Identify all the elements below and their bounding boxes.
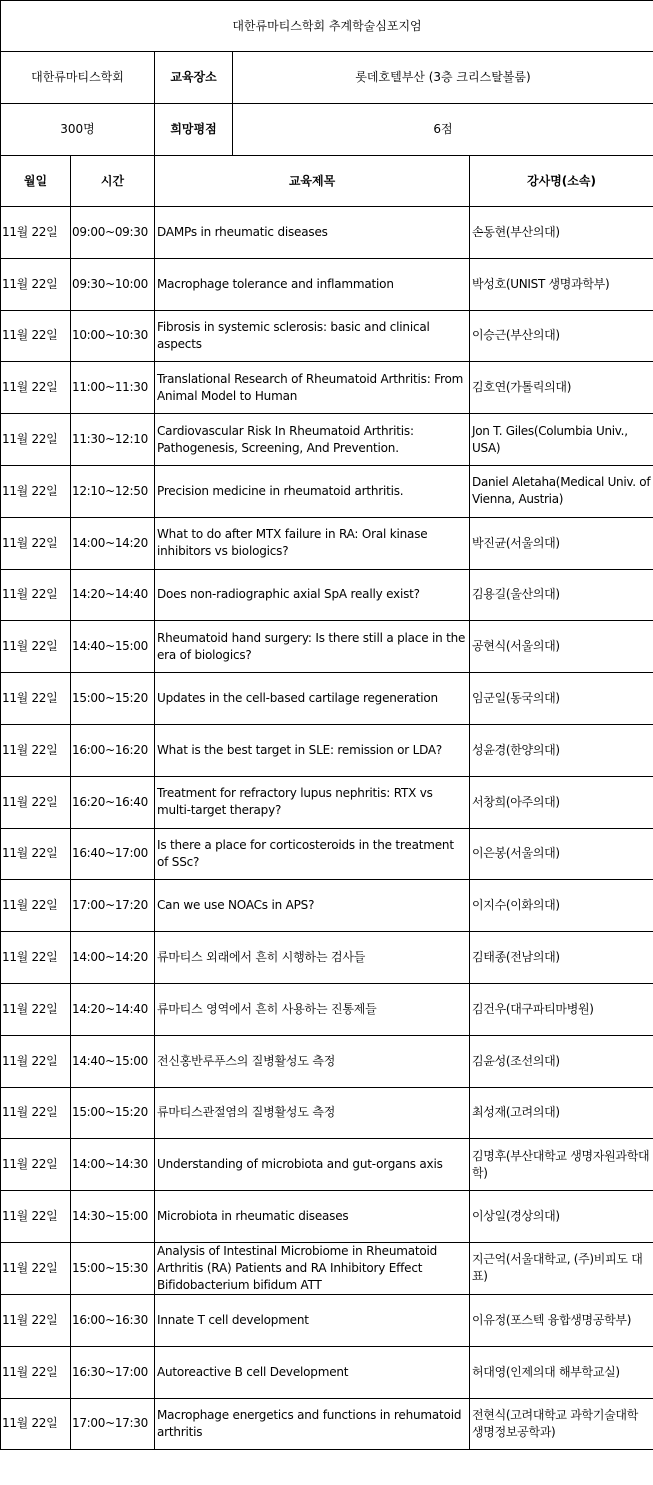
session-date: 11월 22일 (1, 673, 71, 725)
session-title: Cardiovascular Risk In Rheumatoid Arthritis: Pathogenesis, Screening, And Prevention. (155, 414, 470, 466)
table-row (1, 465, 653, 517)
session-time: 11:30~12:10 (71, 414, 155, 466)
event-title: 대한류마티스학회 추계학술심포지엄 (1, 1, 653, 52)
session-date: 11월 22일 (1, 724, 71, 776)
session-date: 11월 22일 (1, 983, 71, 1035)
session-date: 11월 22일 (1, 828, 71, 880)
session-date: 11월 22일 (1, 310, 71, 362)
session-speaker: 이유정(포스텍 융합생명공학부) (470, 1294, 653, 1346)
session-speaker: 이은봉(서울의대) (470, 828, 653, 880)
session-title: 류마티스 외래에서 흔히 시행하는 검사들 (155, 932, 470, 984)
session-date: 11월 22일 (1, 1346, 71, 1398)
session-date: 11월 22일 (1, 932, 71, 984)
table-row (1, 673, 653, 725)
session-date: 11월 22일 (1, 258, 71, 310)
session-date: 11월 22일 (1, 465, 71, 517)
session-speaker: Jon T. Giles(Columbia Univ., USA) (470, 414, 653, 466)
session-speaker: 손동현(부산의대) (470, 207, 653, 259)
session-date: 11월 22일 (1, 1242, 71, 1294)
session-title: Microbiota in rheumatic diseases (155, 1191, 470, 1243)
session-title: 류마티스 영역에서 흔히 사용하는 진통제들 (155, 983, 470, 1035)
table-row (1, 621, 653, 673)
session-title: Does non-radiographic axial SpA really exist? (155, 569, 470, 621)
table-row (1, 1294, 653, 1346)
session-time: 16:30~17:00 (71, 1346, 155, 1398)
session-speaker: 박성호(UNIST 생명과학부) (470, 258, 653, 310)
column-header-title: 교육제목 (155, 156, 470, 207)
session-title: Is there a place for corticosteroids in the treatment of SSc? (155, 828, 470, 880)
session-title: Treatment for refractory lupus nephritis: RTX vs multi-target therapy? (155, 776, 470, 828)
session-speaker: 서창희(아주의대) (470, 776, 653, 828)
session-date: 11월 22일 (1, 1139, 71, 1191)
session-title: Rheumatoid hand surgery: Is there still a place in the era of biologics? (155, 621, 470, 673)
session-time: 17:00~17:30 (71, 1398, 155, 1450)
session-speaker: 김건우(대구파티마병원) (470, 983, 653, 1035)
session-speaker: 이승근(부산의대) (470, 310, 653, 362)
session-time: 12:10~12:50 (71, 465, 155, 517)
table-row (1, 1087, 653, 1139)
session-date: 11월 22일 (1, 569, 71, 621)
session-speaker: 김윤성(조선의대) (470, 1035, 653, 1087)
points-label: 희망평점 (155, 104, 233, 156)
session-speaker: 지근억(서울대학교, (주)비피도 대표) (470, 1242, 653, 1294)
session-date: 11월 22일 (1, 1294, 71, 1346)
session-time: 15:00~15:30 (71, 1242, 155, 1294)
table-row (1, 207, 653, 259)
session-time: 14:20~14:40 (71, 983, 155, 1035)
session-speaker: 김명후(부산대학교 생명자원과학대학) (470, 1139, 653, 1191)
session-time: 10:00~10:30 (71, 310, 155, 362)
table-row (1, 880, 653, 932)
session-title: Understanding of microbiota and gut-organs axis (155, 1139, 470, 1191)
column-header-date: 월일 (1, 156, 71, 207)
session-date: 11월 22일 (1, 1087, 71, 1139)
organizer: 대한류마티스학회 (1, 52, 155, 104)
table-row (1, 932, 653, 984)
session-date: 11월 22일 (1, 207, 71, 259)
session-title: Macrophage energetics and functions in rehumatoid arthritis (155, 1398, 470, 1450)
session-speaker: 성윤경(한양의대) (470, 724, 653, 776)
session-date: 11월 22일 (1, 414, 71, 466)
session-date: 11월 22일 (1, 1191, 71, 1243)
session-time: 14:30~15:00 (71, 1191, 155, 1243)
table-row (1, 1139, 653, 1191)
table-row (1, 776, 653, 828)
session-title: 전신홍반루푸스의 질병활성도 측정 (155, 1035, 470, 1087)
table-row (1, 362, 653, 414)
table-row (1, 724, 653, 776)
table-row (1, 1191, 653, 1243)
table-row (1, 414, 653, 466)
title-row (1, 1, 653, 52)
points-row (1, 104, 653, 156)
table-row (1, 983, 653, 1035)
session-time: 16:00~16:30 (71, 1294, 155, 1346)
session-time: 14:20~14:40 (71, 569, 155, 621)
table-row (1, 1242, 653, 1294)
session-time: 15:00~15:20 (71, 673, 155, 725)
session-title: Fibrosis in systemic sclerosis: basic and clinical aspects (155, 310, 470, 362)
session-date: 11월 22일 (1, 362, 71, 414)
session-title: Analysis of Intestinal Microbiome in Rheumatoid Arthritis (RA) Patients and RA Inhibitory Effect Bifidobacterium bifidum ATT (155, 1242, 470, 1294)
session-speaker: 이지수(이화의대) (470, 880, 653, 932)
session-title: 류마티스관절염의 질병활성도 측정 (155, 1087, 470, 1139)
column-header-time: 시간 (71, 156, 155, 207)
session-date: 11월 22일 (1, 776, 71, 828)
session-date: 11월 22일 (1, 880, 71, 932)
session-speaker: 김용길(울산의대) (470, 569, 653, 621)
venue-row (1, 52, 653, 104)
session-speaker: 김태종(전남의대) (470, 932, 653, 984)
session-speaker: 공현식(서울의대) (470, 621, 653, 673)
capacity: 300명 (1, 104, 155, 156)
table-row (1, 1398, 653, 1450)
session-date: 11월 22일 (1, 1398, 71, 1450)
session-title: What to do after MTX failure in RA: Oral kinase inhibitors vs biologics? (155, 517, 470, 569)
session-speaker: 전현식(고려대학교 과학기술대학 생명정보공학과) (470, 1398, 653, 1450)
session-time: 16:40~17:00 (71, 828, 155, 880)
session-time: 15:00~15:20 (71, 1087, 155, 1139)
session-time: 09:00~09:30 (71, 207, 155, 259)
session-title: Autoreactive B cell Development (155, 1346, 470, 1398)
session-speaker: Daniel Aletaha(Medical Univ. of Vienna, Austria) (470, 465, 653, 517)
points-value: 6점 (233, 104, 653, 156)
column-header-row (1, 156, 653, 207)
column-header-speaker: 강사명(소속) (470, 156, 653, 207)
session-speaker: 임군일(동국의대) (470, 673, 653, 725)
table-row (1, 517, 653, 569)
session-speaker: 최성재(고려의대) (470, 1087, 653, 1139)
session-date: 11월 22일 (1, 517, 71, 569)
session-speaker: 김호연(가톨릭의대) (470, 362, 653, 414)
session-speaker: 이상일(경상의대) (470, 1191, 653, 1243)
session-title: Can we use NOACs in APS? (155, 880, 470, 932)
session-time: 14:40~15:00 (71, 1035, 155, 1087)
venue-label: 교육장소 (155, 52, 233, 104)
session-time: 14:40~15:00 (71, 621, 155, 673)
session-time: 14:00~14:20 (71, 932, 155, 984)
table-row (1, 828, 653, 880)
table-row (1, 1346, 653, 1398)
session-date: 11월 22일 (1, 1035, 71, 1087)
venue-value: 롯데호텔부산 (3층 크리스탈볼룸) (233, 52, 653, 104)
session-time: 09:30~10:00 (71, 258, 155, 310)
session-title: Translational Research of Rheumatoid Arthritis: From Animal Model to Human (155, 362, 470, 414)
session-title: DAMPs in rheumatic diseases (155, 207, 470, 259)
session-time: 14:00~14:30 (71, 1139, 155, 1191)
session-title: Innate T cell development (155, 1294, 470, 1346)
table-row (1, 310, 653, 362)
session-time: 16:00~16:20 (71, 724, 155, 776)
table-row (1, 569, 653, 621)
session-title: Macrophage tolerance and inflammation (155, 258, 470, 310)
session-date: 11월 22일 (1, 621, 71, 673)
session-title: Precision medicine in rheumatoid arthritis. (155, 465, 470, 517)
session-time: 11:00~11:30 (71, 362, 155, 414)
session-speaker: 박진균(서울의대) (470, 517, 653, 569)
session-time: 14:00~14:20 (71, 517, 155, 569)
session-title: Updates in the cell-based cartilage regeneration (155, 673, 470, 725)
session-time: 17:00~17:20 (71, 880, 155, 932)
session-time: 16:20~16:40 (71, 776, 155, 828)
table-row (1, 1035, 653, 1087)
table-row (1, 258, 653, 310)
session-title: What is the best target in SLE: remission or LDA? (155, 724, 470, 776)
session-speaker: 허대영(인제의대 해부학교실) (470, 1346, 653, 1398)
